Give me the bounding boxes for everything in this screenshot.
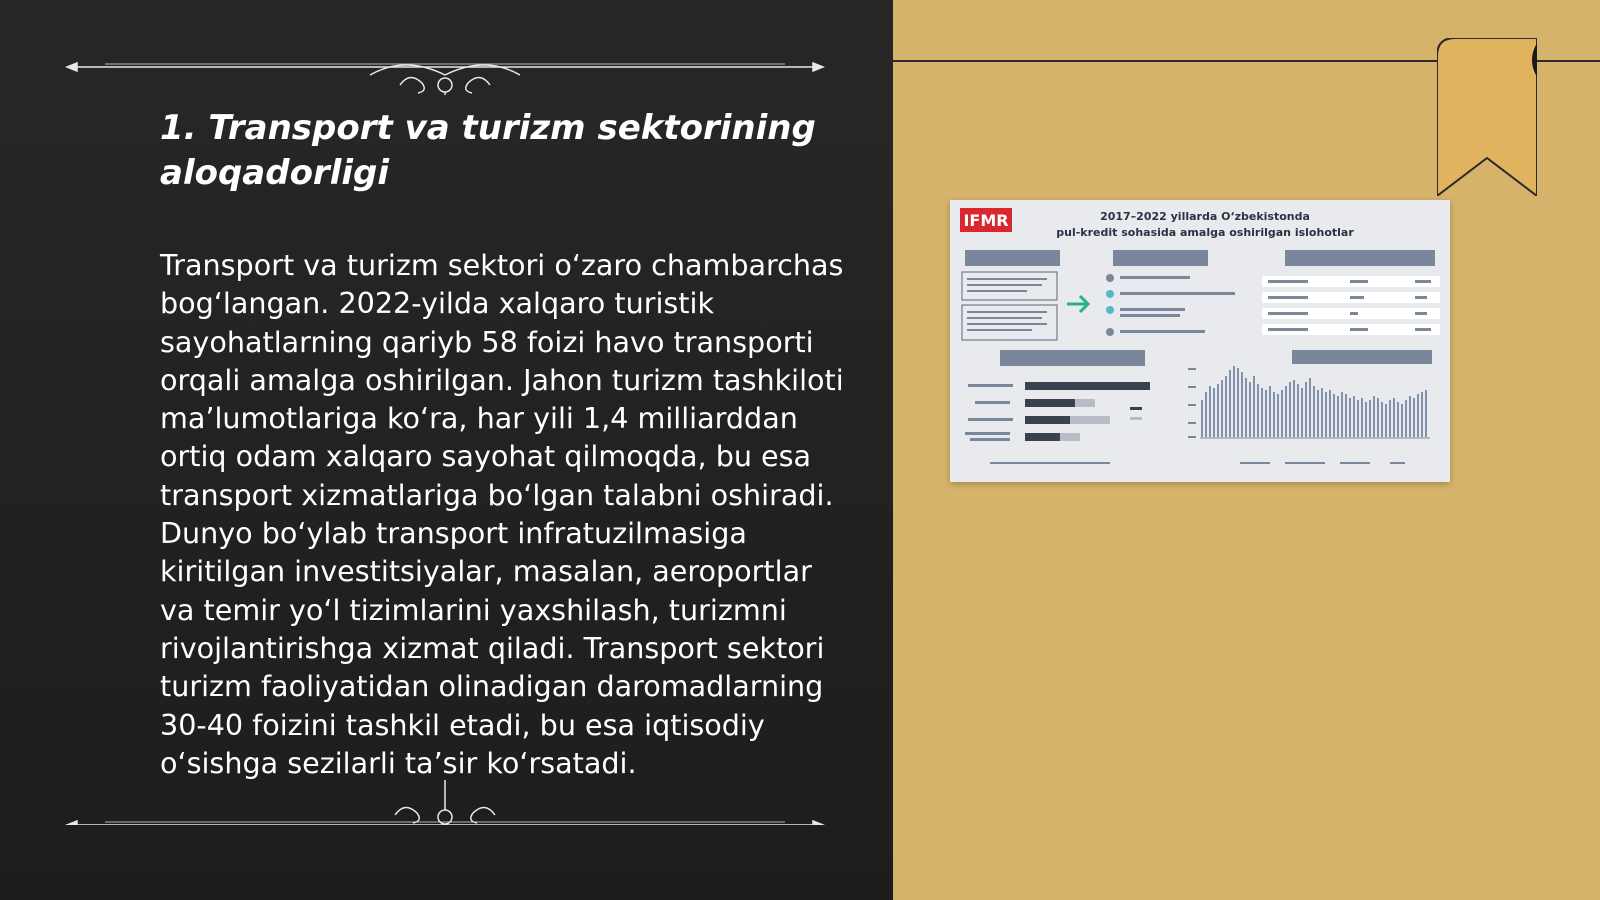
ifmr-logo-text: IFMR (963, 211, 1009, 230)
bookmark-ribbon (1437, 38, 1537, 196)
slide-title: 1. Transport va turizm sektorining aloqadorligi (160, 108, 816, 193)
bottom-ornament (65, 775, 825, 825)
top-ornament (65, 45, 825, 95)
slide-body-text: Transport va turizm sektori o‘zaro chambarchas bog‘langan. 2022-yilda xalqaro turistik sayohatlarning qariyb 58 foizi havo transporti orqali amalga oshirilgan. Jahon turizm tashkiloti ma’lumotlariga ko‘ra, har yili 1,4 milliarddan ortiq odam xalqaro sayohat qilmoqda, bu esa transport xizmatlariga bo‘lgan talabni oshiradi. Dunyo bo‘ylab transport infratuzilmasiga kiritilgan investitsiyalar, masalan, aeroportlar va temir yo‘l tizimlarini yaxshilash, turizmni rivojlantirishga xizmat qiladi. Transport sektori turizm faoliyatidan olinadigan daromadlarning 30-40 foizini tashkil etadi, bu esa iqtisodiy o‘sishga sezilarli ta’sir ko‘rsatadi. (160, 248, 844, 780)
infographic-graphic (950, 200, 1450, 482)
reforms-infographic (950, 200, 1450, 482)
infographic-title-line2: pul-kredit sohasida amalga oshirilgan islohotlar (1056, 226, 1354, 239)
infographic-title-line1: 2017–2022 yillarda O‘zbekistonda (1100, 210, 1310, 223)
